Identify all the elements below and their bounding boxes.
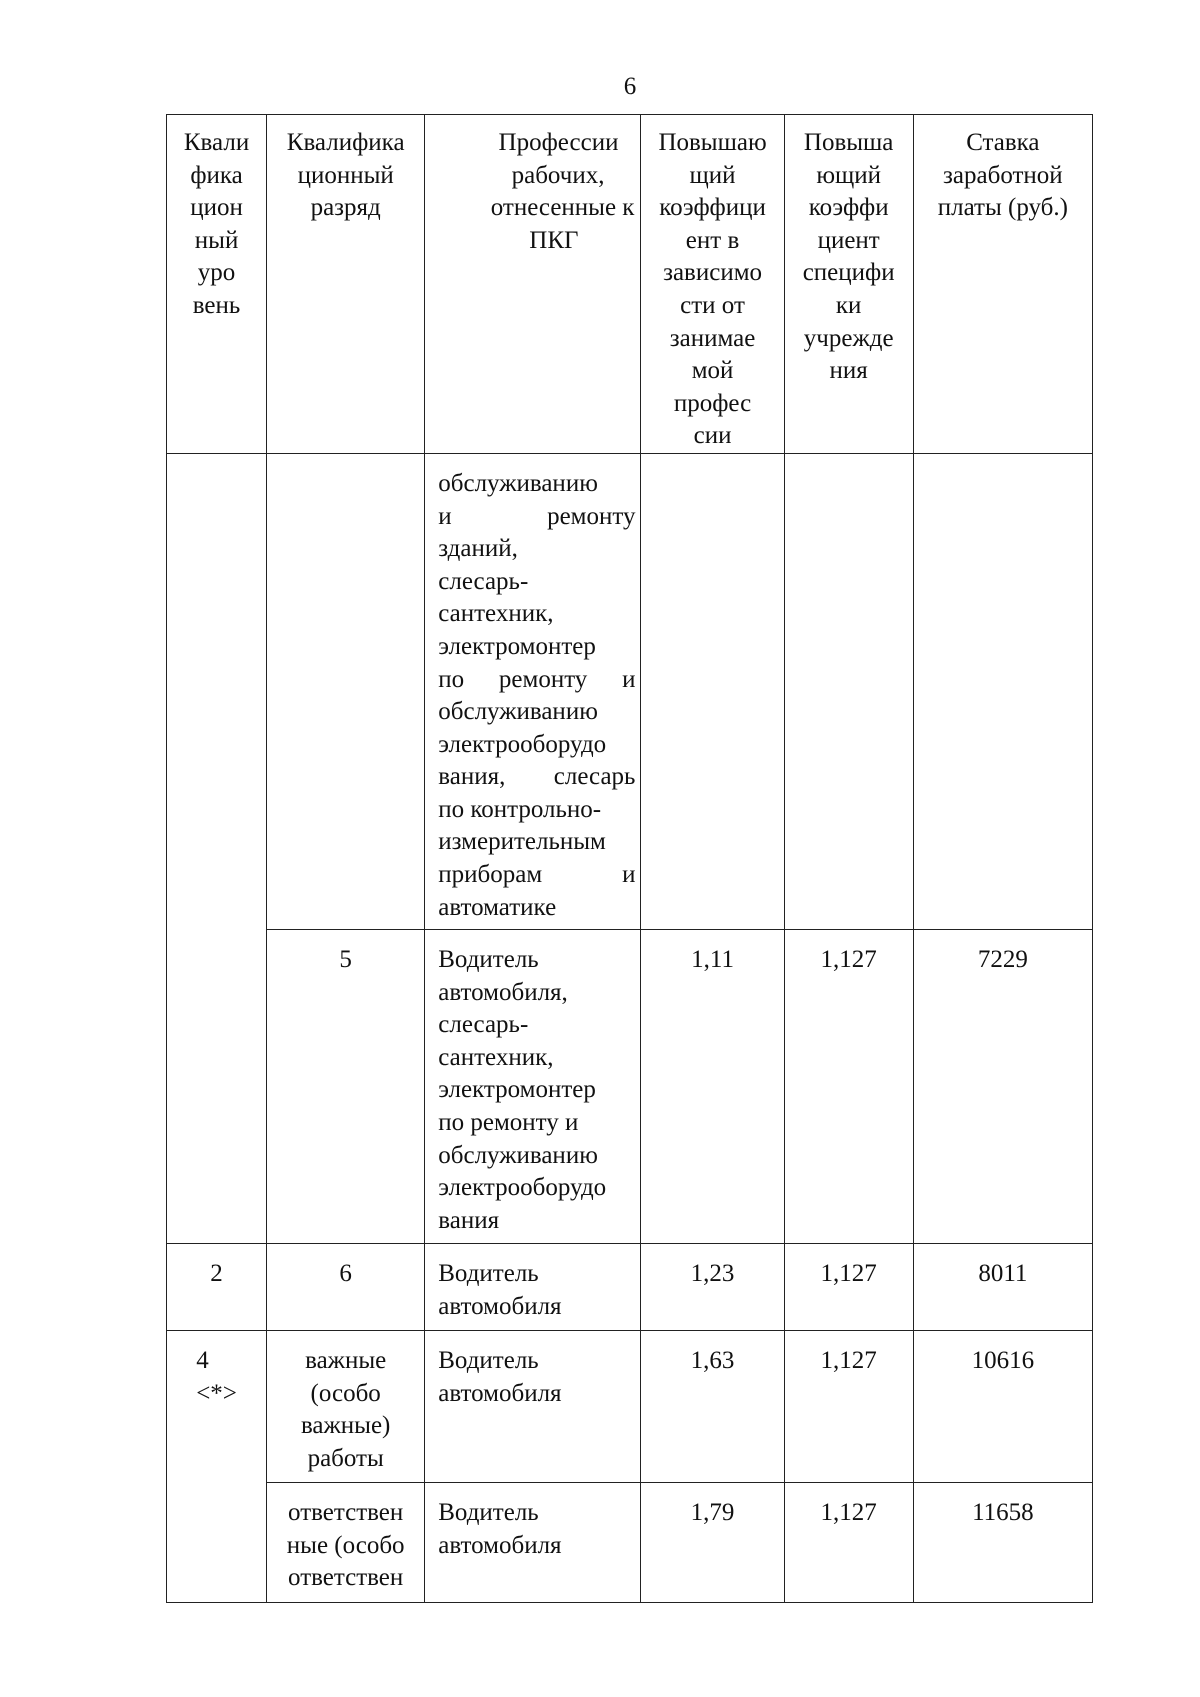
table-row — [167, 453, 1093, 929]
cell-coef-specifics: 1,127 — [784, 1243, 913, 1330]
cell-rate: 10616 — [913, 1330, 1092, 1482]
cell-coef-specifics: 1,127 — [784, 929, 913, 1243]
cell-professions: Водитель автомобиля, слесарь- сантехник, электромонтер по ремонту и обслуживанию электрооборудо вания — [425, 929, 641, 1243]
cell-rate: 7229 — [913, 929, 1092, 1243]
cell-grade-empty — [267, 453, 425, 929]
cell-level: 4 <*> — [167, 1330, 267, 1602]
cell-professions: Водитель автомобиля — [425, 1330, 641, 1482]
header-wage-rate: Ставка заработной платы (руб.) — [913, 115, 1092, 454]
cell-professions: обслуживанию и ремонту зданий, слесарь- сантехник, электромонтер по ремонту и обслуживанию электрооборудо вания, слесарь по контрольно- измерительным приборам и автоматике — [425, 453, 641, 929]
cell-coef-position: 1,23 — [641, 1243, 784, 1330]
table-row — [167, 1482, 1093, 1602]
header-coefficient-specifics: Повыша ющий коэффи циент специфи ки учрежде ния — [784, 115, 913, 454]
table-header-row — [167, 115, 1093, 454]
cell-coef-position: 1,63 — [641, 1330, 784, 1482]
cell-level-empty — [167, 453, 267, 1243]
cell-rate: 8011 — [913, 1243, 1092, 1330]
page-number: 6 — [623, 73, 637, 100]
cell-coef-position: 1,79 — [641, 1482, 784, 1602]
table-row — [167, 929, 1093, 1243]
cell-level: 2 — [167, 1243, 267, 1330]
header-qualification-grade: Квалифика ционный разряд — [267, 115, 425, 454]
cell-rate: 11658 — [913, 1482, 1092, 1602]
cell-grade: важные (особо важные) работы — [267, 1330, 425, 1482]
cell-grade: 6 — [267, 1243, 425, 1330]
header-qualification-level: Квали фика цион ный уро вень — [167, 115, 267, 454]
cell-coef-specifics-empty — [784, 453, 913, 929]
cell-professions: Водитель автомобиля — [425, 1482, 641, 1602]
cell-coef-specifics: 1,127 — [784, 1330, 913, 1482]
cell-coef-position-empty — [641, 453, 784, 929]
table-row — [167, 1243, 1093, 1330]
wage-table — [166, 114, 1093, 1603]
cell-rate-empty — [913, 453, 1092, 929]
cell-grade: 5 — [267, 929, 425, 1243]
cell-professions: Водитель автомобиля — [425, 1243, 641, 1330]
table-row — [167, 1330, 1093, 1482]
cell-grade: ответствен ные (особо ответствен — [267, 1482, 425, 1602]
cell-coef-position: 1,11 — [641, 929, 784, 1243]
cell-coef-specifics: 1,127 — [784, 1482, 913, 1602]
header-professions: Профессии рабочих, отнесенные к ПКГ — [425, 115, 641, 454]
header-coefficient-position: Повышаю щий коэффици ент в зависимо сти от занимае мой профес сии — [641, 115, 784, 454]
